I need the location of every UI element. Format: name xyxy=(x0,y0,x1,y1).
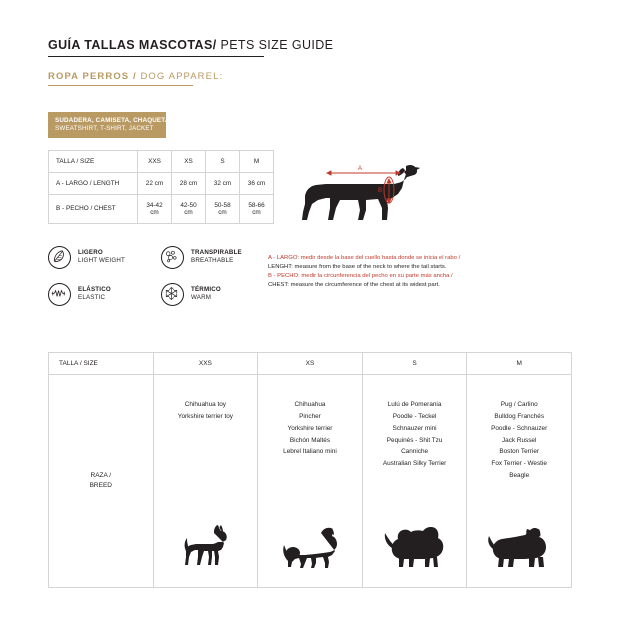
feature-label-es: LIGERO xyxy=(78,249,103,257)
category-banner-es: SUDADERA, CAMISETA, CHAQUETA/ xyxy=(55,117,172,124)
size-table-header-s: S xyxy=(206,150,240,172)
category-banner xyxy=(48,112,172,138)
page-title-es: GUÍA TALLAS MASCOTAS/ xyxy=(48,38,217,52)
list-item: Canniche xyxy=(401,448,429,456)
feature-elastic xyxy=(48,283,161,306)
list-item: Australian Silky Terrier xyxy=(382,460,447,468)
measurement-panel xyxy=(268,148,524,291)
feature-warm xyxy=(161,283,274,306)
feature-list xyxy=(48,246,274,320)
list-item: Fox Terrier - Westie xyxy=(491,460,547,468)
measure-label-a: A xyxy=(357,166,363,172)
table-row xyxy=(49,353,572,375)
feature-label-en: LIGHT WEIGHT xyxy=(78,257,125,265)
feature-label-en: ELASTIC xyxy=(78,294,106,302)
size-table-header-m: M xyxy=(240,150,274,172)
chihuahua-silhouette xyxy=(154,521,258,573)
feature-breathable xyxy=(161,246,274,269)
feature-text xyxy=(78,249,125,265)
subtitle-es: ROPA PERROS / xyxy=(48,71,137,82)
size-row-chest-xxs: 34-42 cm xyxy=(138,194,172,223)
breed-header-xxs: XXS xyxy=(153,353,258,375)
size-row-length-xs: 28 cm xyxy=(172,172,206,194)
breed-header-label: TALLA / SIZE xyxy=(49,353,154,375)
list-item: Beagle xyxy=(509,472,530,480)
list-item: Yorkshire terrier xyxy=(287,424,333,432)
list-item: Jack Russel xyxy=(501,436,537,444)
size-table-wrap xyxy=(48,150,274,224)
list-item: Chihuahua xyxy=(294,401,326,408)
feature-label-en: WARM xyxy=(191,294,212,302)
thermal-icon xyxy=(161,283,184,306)
size-row-chest-s: 50-58 cm xyxy=(206,194,240,223)
size-row-chest-xs: 42-50 cm xyxy=(172,194,206,223)
list-item: Poodle - Schnauzer xyxy=(491,424,548,432)
feature-text xyxy=(191,286,221,302)
feature-text xyxy=(78,286,111,302)
measure-note-a-en: LENGHT: measure from the base of the neck to where the tail starts. xyxy=(268,264,447,271)
page-title-en: PETS SIZE GUIDE xyxy=(216,38,334,52)
feather-icon xyxy=(48,246,71,269)
list-item: Lulú de Pomerania xyxy=(387,401,442,408)
breed-list-m xyxy=(471,399,567,482)
feature-label-es: TRANSPIRABLE xyxy=(191,249,242,257)
breed-cell-m xyxy=(467,375,572,588)
list-item: Chihuahua toy xyxy=(184,401,226,408)
measure-note-b-es: B - PECHO: medir la circunferencia del pecho en su parte más ancha / xyxy=(268,273,453,280)
elastic-icon xyxy=(48,283,71,306)
title-divider xyxy=(48,56,264,57)
breed-cell-xxs xyxy=(153,375,258,588)
page-title xyxy=(48,38,572,52)
breed-cell-s xyxy=(362,375,467,588)
size-row-length-label: A - LARGO / LENGTH xyxy=(49,172,138,194)
breed-header-m: M xyxy=(467,353,572,375)
table-row xyxy=(49,150,274,172)
category-banner-en: SWEATSHIRT, T-SHIRT, JACKET xyxy=(55,124,154,132)
list-item: Poodle - Teckel xyxy=(392,412,437,420)
pomeranian-silhouette xyxy=(363,523,467,573)
feature-light-weight xyxy=(48,246,161,269)
measure-note-b-en: CHEST: measure the circumference of the chest at its widest part. xyxy=(268,282,440,289)
measure-label-b: B xyxy=(377,188,383,194)
size-table-header-xxs: XXS xyxy=(138,150,172,172)
breed-list-xs xyxy=(262,399,358,458)
table-row xyxy=(49,194,274,223)
breed-list-xxs xyxy=(158,399,254,423)
breed-cell-xs xyxy=(258,375,363,588)
feature-label-es: TÉRMICO xyxy=(191,286,221,294)
breed-header-xs: XS xyxy=(258,353,363,375)
breed-table-wrap xyxy=(48,352,572,588)
breed-header-s: S xyxy=(362,353,467,375)
subtitle-divider xyxy=(48,85,193,86)
list-item: Bichón Maltés xyxy=(289,436,331,444)
breed-side-label-es: RAZA / xyxy=(90,472,112,480)
breed-table xyxy=(48,352,572,588)
size-table-header-xs: XS xyxy=(172,150,206,172)
feature-label-en: BREATHABLE xyxy=(191,257,234,265)
feature-label-es: ELÁSTICO xyxy=(78,286,111,294)
list-item: Pug / Carlino xyxy=(500,401,538,408)
list-item: Yorkshire terrier toy xyxy=(177,412,233,420)
size-row-chest-m: 58-66 cm xyxy=(240,194,274,223)
breed-list-s xyxy=(367,399,463,470)
feature-text xyxy=(191,249,242,265)
bulldog-silhouette xyxy=(467,525,571,573)
breed-side-label xyxy=(49,375,154,588)
list-item: Pequinés - Shit Tzu xyxy=(386,436,443,444)
size-table-header-label: TALLA / SIZE xyxy=(49,150,138,172)
list-item: Pincher xyxy=(299,412,321,420)
subtitle-en: DOG APPAREL: xyxy=(136,71,224,82)
breathable-icon xyxy=(161,246,184,269)
breed-side-label-en: BREED xyxy=(89,482,112,489)
size-row-length-xxs: 22 cm xyxy=(138,172,172,194)
dog-measure-illustration xyxy=(286,148,424,234)
table-row xyxy=(49,375,572,588)
measure-note xyxy=(268,254,518,291)
list-item: Lebrel Italiano mini xyxy=(283,448,337,456)
size-table xyxy=(48,150,274,224)
table-row xyxy=(49,172,274,194)
pomeranian-small-silhouette xyxy=(258,523,362,573)
measure-note-a-es: A - LARGO: medir desde la base del cuello hasta donde se inicia el rabo / xyxy=(268,255,461,261)
list-item: Bulldog Franchés xyxy=(494,412,545,420)
list-item: Schnauzer mini xyxy=(392,424,437,432)
size-row-length-s: 32 cm xyxy=(206,172,240,194)
list-item: Boston Terrier xyxy=(499,448,540,456)
section-subtitle xyxy=(48,71,572,82)
size-row-chest-label: B - PECHO / CHEST xyxy=(49,194,138,223)
size-row-length-m: 36 cm xyxy=(240,172,274,194)
